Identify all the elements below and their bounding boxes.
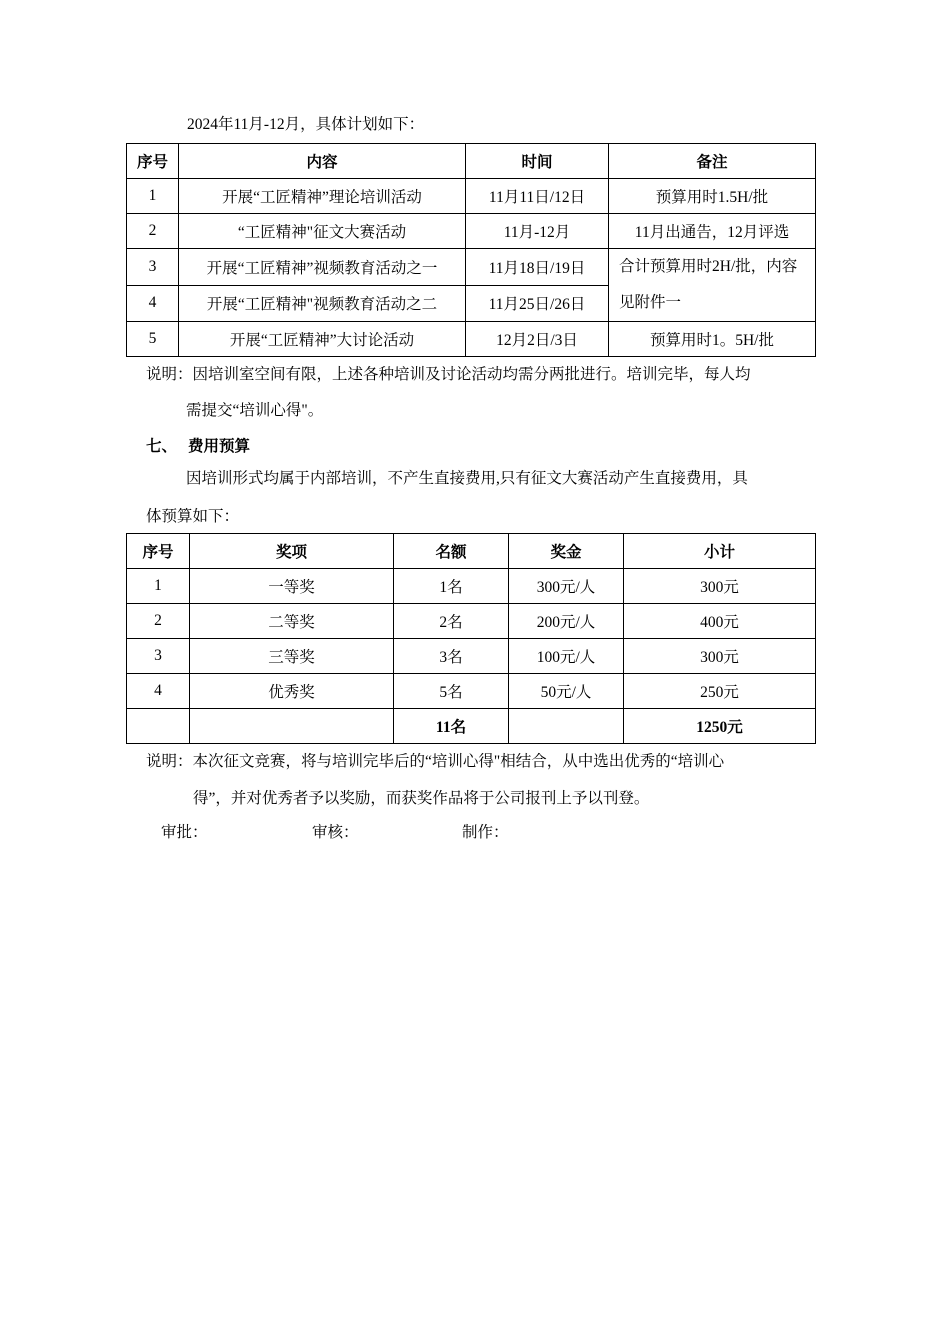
budget-text-line-2: 体预算如下： <box>146 508 240 525</box>
header-time: 时间 <box>466 144 609 179</box>
cell-note: 预算用时1.5H/批 <box>609 179 816 214</box>
header-no: 序号 <box>127 144 179 179</box>
header-award: 奖项 <box>190 534 394 569</box>
table-row <box>127 249 816 286</box>
cell-prize: 50元/人 <box>509 674 624 709</box>
cell-count: 5名 <box>394 674 509 709</box>
plan-table <box>126 143 816 357</box>
header-prize: 奖金 <box>509 534 624 569</box>
cell-no: 1 <box>127 569 190 604</box>
cell-note: 预算用时1。5H/批 <box>609 322 816 357</box>
table-total-row <box>127 709 816 744</box>
section-title: 费用预算 <box>188 438 251 455</box>
cell-subtotal: 300元 <box>624 569 816 604</box>
table-row <box>127 639 816 674</box>
cell-content: 开展“工匠精神”视频教育活动之一 <box>179 249 466 286</box>
cell-prize: 100元/人 <box>509 639 624 674</box>
cell-empty <box>127 709 190 744</box>
cell-no: 2 <box>127 604 190 639</box>
note-1-line-1: 说明：因培训室空间有限，上述各种培训及讨论活动均需分两批进行。培训完毕，每人均 <box>146 366 751 383</box>
table-row <box>127 674 816 709</box>
total-count: 11名 <box>394 709 509 744</box>
cell-no: 1 <box>127 179 179 214</box>
cell-time: 11月18日/19日 <box>466 249 609 286</box>
cell-count: 2名 <box>394 604 509 639</box>
signature-approve: 审批： <box>161 824 208 841</box>
cell-time: 12月2日/3日 <box>466 322 609 357</box>
cell-award: 优秀奖 <box>190 674 394 709</box>
cell-no: 4 <box>127 285 179 322</box>
total-amount: 1250元 <box>624 709 816 744</box>
cell-prize: 300元/人 <box>509 569 624 604</box>
cell-empty <box>190 709 394 744</box>
header-content: 内容 <box>179 144 466 179</box>
cell-subtotal: 400元 <box>624 604 816 639</box>
table-row <box>127 569 816 604</box>
intro-text: 2024年11月-12月，具体计划如下： <box>187 116 425 133</box>
cell-content: 开展“工匠精神”大讨论活动 <box>179 322 466 357</box>
table-header-row <box>127 144 816 179</box>
table-row <box>127 179 816 214</box>
cell-count: 3名 <box>394 639 509 674</box>
signature-review: 审核： <box>312 824 359 841</box>
cell-content: 开展“工匠精神”理论培训活动 <box>179 179 466 214</box>
cell-no: 4 <box>127 674 190 709</box>
header-subtotal: 小计 <box>624 534 816 569</box>
cell-note: 11月出通告，12月评选 <box>609 214 816 249</box>
note-1-line-2: 需提交“培训心得"。 <box>186 402 324 419</box>
cell-no: 3 <box>127 249 179 286</box>
cell-no: 2 <box>127 214 179 249</box>
cell-subtotal: 250元 <box>624 674 816 709</box>
cell-award: 二等奖 <box>190 604 394 639</box>
header-note: 备注 <box>609 144 816 179</box>
signature-make: 制作： <box>462 824 509 841</box>
cell-empty <box>509 709 624 744</box>
cell-no: 3 <box>127 639 190 674</box>
header-count: 名额 <box>394 534 509 569</box>
cell-time: 11月25日/26日 <box>466 285 609 322</box>
header-no: 序号 <box>127 534 190 569</box>
table-row <box>127 604 816 639</box>
cell-award: 一等奖 <box>190 569 394 604</box>
cell-no: 5 <box>127 322 179 357</box>
budget-text-line-1: 因培训形式均属于内部培训，不产生直接费用,只有征文大赛活动产生直接费用，具 <box>186 470 748 487</box>
budget-table <box>126 533 816 744</box>
cell-award: 三等奖 <box>190 639 394 674</box>
cell-content: “工匠精神"征文大赛活动 <box>179 214 466 249</box>
section-number: 七、 <box>146 438 178 455</box>
cell-time: 11月11日/12日 <box>466 179 609 214</box>
table-row <box>127 214 816 249</box>
note-2-line-1: 说明：本次征文竞赛，将与培训完毕后的“培训心得"相结合，从中选出优秀的“培训心 <box>146 753 725 770</box>
table-header-row <box>127 534 816 569</box>
cell-prize: 200元/人 <box>509 604 624 639</box>
cell-time: 11月-12月 <box>466 214 609 249</box>
cell-count: 1名 <box>394 569 509 604</box>
cell-subtotal: 300元 <box>624 639 816 674</box>
table-row <box>127 322 816 357</box>
note-2-line-2: 得”，并对优秀者予以奖励，而获奖作品将于公司报刊上予以刊登。 <box>193 790 650 807</box>
cell-content: 开展“工匠精神"视频教育活动之二 <box>179 285 466 322</box>
cell-note-merged: 合计预算用时2H/批，内容见附件一 <box>609 249 816 322</box>
